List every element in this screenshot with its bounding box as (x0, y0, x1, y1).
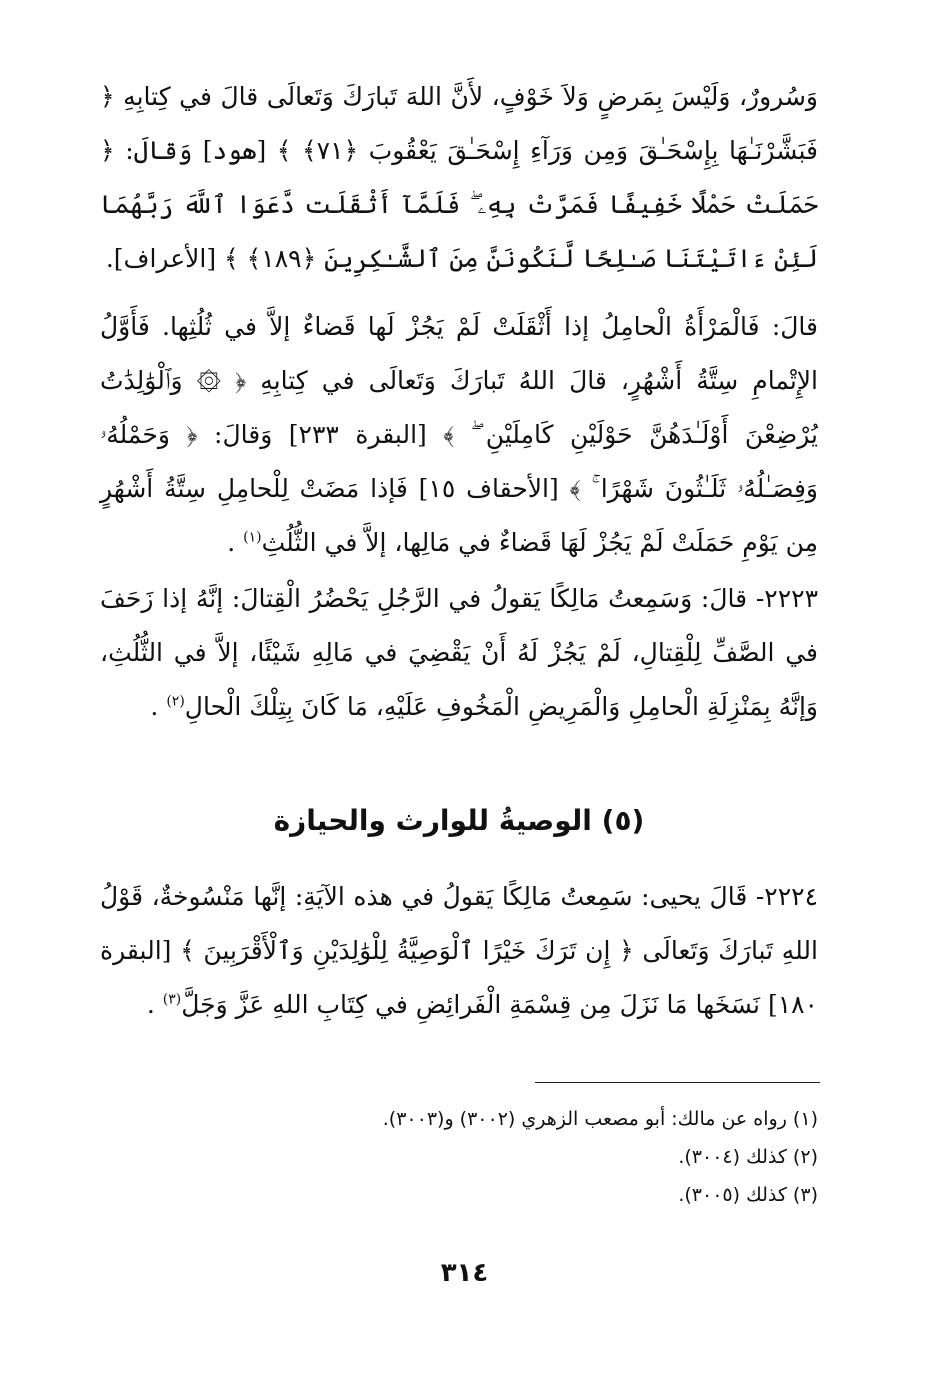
footnote-ref-2[interactable]: (٢) (166, 693, 185, 710)
page-number: ٣١٤ (440, 1258, 489, 1288)
paragraph-2224 (100, 870, 818, 1032)
footnote-ref-3[interactable]: (٣) (162, 991, 182, 1008)
section-heading: (٥) الوصيةُ للوارث والحيازة (273, 804, 645, 837)
footnotes (100, 1100, 818, 1214)
footnote-2: (٢) كذلك (٣٠٠٤). (678, 1146, 818, 1168)
paragraph-2224-end: . (146, 990, 163, 1019)
paragraph-2-text: قالَ: فَالْمَرْأَةُ الْحامِلُ إذا أَثْقَلَتْ لَمْ يَجُزْ لَها قَضاءٌ إلاَّ في ثُلُثِها. فَأَوَّلُ الإِتْمامِ سِتَّةُ أَشْهُرٍ، قالَ اللهُ تَبارَكَ وَتَعالَى في كِتابِهِ ﴿ ۞ وَٱلْوَٰلِدَٰتُ يُرْضِعْنَ أَوْلَـٰدَهُنَّ حَوْلَيْنِ كَامِلَيْنِ ۖ ﴾ [البقرة ٢٣٣] وَقالَ: ﴿ وَحَمْلُهُۥ وَفِصَـٰلُهُۥ ثَلَـٰثُونَ شَهْرًا ۚ ﴾ [الأحقاف ١٥] فَإذا مَضَتْ لِلْحامِلِ سِتَّةُ أَشْهُرٍ مِن يَوْمِ حَمَلَتْ لَمْ يَجُزْ لَهَا قَضاءٌ في مَالِها، إلاَّ في الثُّلُثِ (100, 312, 818, 557)
paragraph-2-end: . (227, 528, 244, 557)
paragraph-2 (100, 300, 818, 570)
paragraph-2223 (100, 572, 818, 734)
paragraph-1-text: وَسُرورٌ، وَلَيْسَ بِمَرضٍ وَلاَ خَوْفٍ، لأَنَّ اللهَ تَبارَكَ وَتَعالَى قالَ في كِتابِهِ ﴿ فَبَشَّرْنَـٰهَا بِإِسْحَـٰقَ وَمِن وَرَآءِ إِسْحَـٰقَ يَعْقُوبَ ﴿٧١﴾ ﴾ [هود] وَقالَ: ﴿ حَمَلَتْ حَمْلًا خَفِيفًا فَمَرَّتْ بِهِۦ ۖ فَلَمَّآ أَثْقَلَت دَّعَوَا ٱللَّهَ رَبَّهُمَا لَئِنْ ءَاتَيْتَنَا صَـٰلِحًا لَّنَكُونَنَّ مِنَ ٱلشَّـٰكِرِينَ ﴿١٨٩﴾ ﴾ [الأعراف]. (100, 82, 818, 273)
paragraph-2223-text: ٢٢٢٣- قالَ: وَسَمِعتُ مَالِكًا يَقولُ في الرَّجُلِ يَحْضُرُ الْقِتالَ: إنَّهُ إذا زَحَفَ في الصَّفِّ لِلْقِتالِ، لَمْ يَجُزْ لَهُ أَنْ يَقْضِيَ في مَالِهِ شَيْئًا، إلاَّ في الثُّلُثِ، وَإنَّهُ بِمَنْزِلَةِ الْحامِلِ وَالْمَرِيضِ الْمَخُوفِ عَلَيْهِ، مَا كَانَ بِتِلْكَ الْحالِ (100, 584, 818, 721)
footnote-3: (٣) كذلك (٣٠٠٥). (678, 1184, 818, 1206)
paragraph-1 (100, 70, 818, 286)
paragraph-2223-end: . (150, 692, 167, 721)
footnote-ref-1[interactable]: (١) (243, 529, 262, 546)
paragraph-2224-text: ٢٢٢٤- قَالَ يحيى: سَمِعتُ مَالِكًا يَقولُ في هذه الآيَةِ: إنَّها مَنْسُوخةٌ، قَوْلُ اللهِ تَبارَكَ وَتَعالَى ﴿ إِن تَرَكَ خَيْرًا ٱلْوَصِيَّةُ لِلْوَٰلِدَيْنِ وَٱلْأَقْرَبِينَ ﴾ [البقرة ١٨٠] نَسَخَها مَا نَزَلَ مِن قِسْمَةِ الْفَرائِضِ في كِتَابِ اللهِ عَزَّ وَجَلَّ (100, 882, 818, 1019)
footnote-1: (١) رواه عن مالك: أبو مصعب الزهري (٣٠٠٢) و(٣٠٠٣). (382, 1108, 818, 1130)
footnote-divider (535, 1082, 820, 1083)
